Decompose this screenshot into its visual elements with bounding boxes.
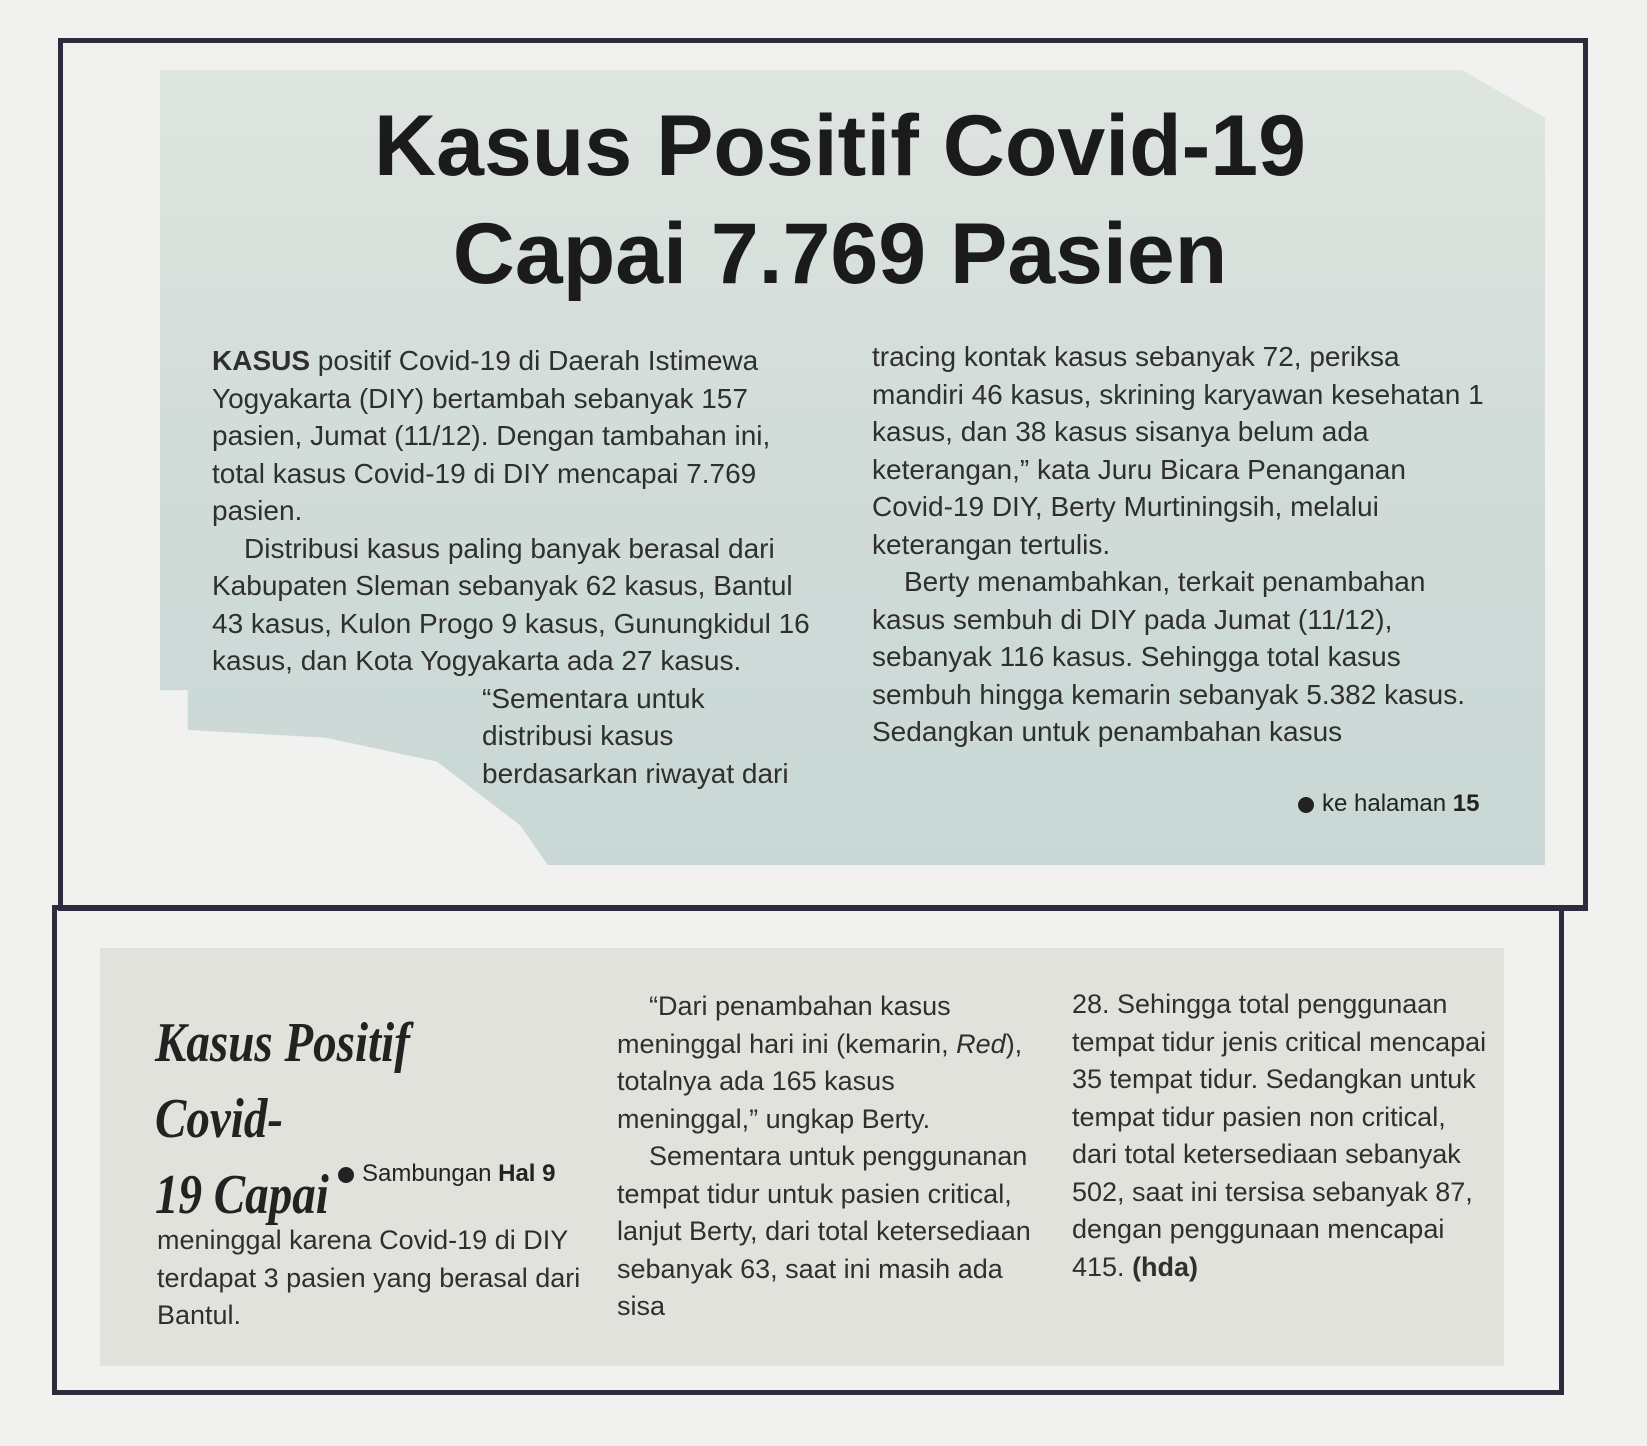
page-jump bbox=[1298, 790, 1479, 818]
bottom-article-column-1 bbox=[157, 1222, 587, 1335]
lead-word: KASUS bbox=[212, 345, 311, 376]
jump-text: ke halaman bbox=[1322, 790, 1453, 817]
paragraph: Berty menambahkan, terkait penambahan kasus sembuh di DIY pada Jumat (11/12), sebanyak 116 kasus. Sehingga total kasus sembuh hingga kemarin sebanyak 5.382 kasus. Sedangkan untuk penambahan kasus bbox=[872, 566, 1466, 747]
paragraph: Sementara untuk penggunanan tempat tidur untuk pasien critical, lanjut Berty, dari total ketersediaan sebanyak 63, saat ini masih ada sisa bbox=[617, 1141, 1031, 1321]
jump-page: 15 bbox=[1452, 790, 1480, 817]
quote-text: “Dari penambahan kasus meninggal hari ini (kemarin, bbox=[617, 991, 957, 1059]
paragraph: 28. Sehingga total penggunaan tempat tidur jenis critical mencapai 35 tempat tidur. Sedangkan untuk tempat tidur pasien non critical, dari total ketersediaan sebanyak 502, saat ini tersisa sebanyak 87, dengan penggunaan mencapai 415. bbox=[1072, 989, 1487, 1282]
quote-text: ), totalnya ada 165 kasus meninggal,” ungkap Berty. bbox=[617, 1028, 1023, 1134]
paragraph: “Sementara untuk distribusi kasus berdasarkan riwayat dari bbox=[482, 682, 789, 789]
continued-from bbox=[338, 1160, 555, 1188]
bottom-article-headline bbox=[155, 1005, 508, 1233]
top-article-headline bbox=[200, 92, 1480, 308]
bottom-article-column-2 bbox=[617, 988, 1037, 1326]
editor-note: Red bbox=[956, 1028, 1006, 1059]
headline-line-2: Capai 7.769 Pasien bbox=[452, 206, 1228, 302]
top-article-column-1 bbox=[212, 342, 812, 792]
byline: (hda) bbox=[1132, 1251, 1199, 1282]
headline-line-2: 19 Capai bbox=[155, 1164, 329, 1226]
top-article-column-2 bbox=[872, 338, 1492, 751]
paragraph: Distribusi kasus paling banyak berasal dari Kabupaten Sleman sebanyak 62 kasus, Bantul 43 kasus, Kulon Progo 9 kasus, Gunungkidul 16 kasus, dan Kota Yogyakarta ada 27 kasus. bbox=[212, 532, 810, 676]
headline-line-1: Kasus Positif Covid- bbox=[155, 1012, 410, 1150]
bottom-article-column-3 bbox=[1072, 986, 1492, 1286]
continued-page: Hal 9 bbox=[498, 1160, 556, 1187]
paragraph: meninggal karena Covid-19 di DIY terdapat 3 pasien yang berasal dari Bantul. bbox=[157, 1225, 581, 1330]
bullet-icon bbox=[1298, 797, 1314, 813]
paragraph: positif Covid-19 di Daerah Istimewa Yogyakarta (DIY) bertambah sebanyak 157 pasien, Jumat (11/12). Dengan tambahan ini, total kasus Covid-19 di DIY mencapai 7.769 pasien. bbox=[212, 345, 771, 526]
headline-line-1: Kasus Positif Covid-19 bbox=[374, 98, 1306, 194]
paragraph: tracing kontak kasus sebanyak 72, periksa mandiri 46 kasus, skrining karyawan kesehatan 1 kasus, dan 38 kasus sisanya belum ada keterangan,” kata Juru Bicara Penanganan Covid-19 DIY, Berty Murtiningsih, melalui keterangan tertulis. bbox=[872, 341, 1484, 560]
continued-text: Sambungan bbox=[362, 1160, 499, 1187]
bullet-icon bbox=[338, 1167, 354, 1183]
